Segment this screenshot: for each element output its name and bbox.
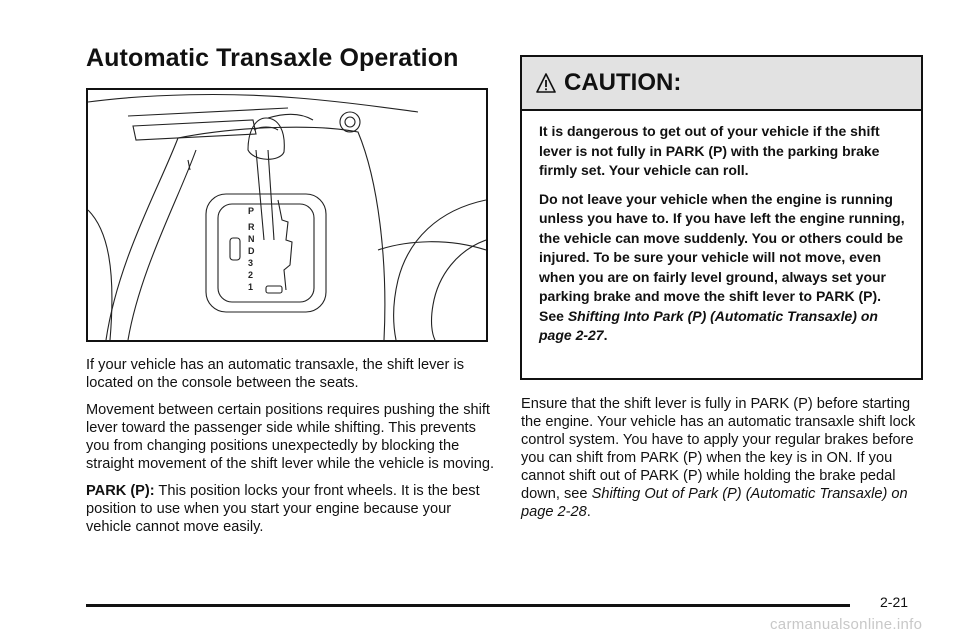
caution-title: CAUTION:: [564, 69, 682, 96]
shift-out-of-park-cross-reference[interactable]: Shifting Out of Park (P) (Automatic Transaxle) on page 2-28: [521, 486, 908, 520]
park-term: PARK (P):: [86, 483, 155, 499]
right-column: [521, 395, 931, 530]
gate-label-p: P: [248, 206, 255, 216]
caution-body: [522, 111, 921, 346]
park-description: This position locks your front wheels. It is the best position to use when you start your engine because your vehicle cannot move easily.: [86, 483, 480, 535]
page-number: 2-21: [880, 594, 909, 610]
caution-paragraph-1: It is dangerous to get out of your vehicle if the shift lever is not fully in PARK (P) with the parking brake firmly set. Your vehicle can roll.: [539, 123, 880, 178]
caution-paragraph-2-text: Do not leave your vehicle when the engine is running unless you have to. If you have left the engine running, the vehicle can move suddenly. You or others could be injured. To be sure your vehicle will not move, even when you are on fairly level ground, always set your parking brake and move the shift lever to PARK (P). See: [539, 190, 905, 324]
gate-label-3: 3: [248, 258, 254, 268]
left-column: [86, 356, 496, 545]
gate-label-2: 2: [248, 270, 254, 280]
caution-header: [522, 57, 921, 111]
shift-lock-text: Ensure that the shift lever is fully in PARK (P) before starting the engine. Your vehicle has an automatic transaxle shift lock control system. You have to apply your regular brakes before you can shift from PARK (P) when the key is in ON. If you cannot shift out of PARK (P) while holding the brake pedal down, see: [521, 396, 916, 502]
gate-label-r: R: [248, 222, 255, 232]
watermark: carmanualsonline.info: [770, 616, 923, 633]
caution-box: [520, 55, 923, 380]
page-title: Automatic Transaxle Operation: [86, 44, 459, 72]
paragraph-park: [86, 482, 496, 536]
shift-lever-figure: [86, 88, 488, 342]
paragraph-shift-lock: [521, 395, 931, 521]
caution-cross-reference[interactable]: Shifting Into Park (P) (Automatic Transaxle) on page 2-27: [539, 307, 878, 343]
shift-lock-text-end: .: [586, 504, 591, 520]
footer-rule: [86, 604, 850, 607]
caution-paragraph-2: [539, 190, 905, 346]
warning-triangle-icon: [536, 72, 556, 94]
gate-label-1: 1: [248, 282, 254, 292]
paragraph-shift-movement: Movement between certain positions requires pushing the shift lever toward the passenger side while shifting. This prevents you from changing positions unexpectedly by blocking the straight movement of the shift lever while the vehicle is moving.: [86, 402, 494, 472]
gate-label-n: N: [248, 234, 255, 244]
paragraph-shift-lever-location: If your vehicle has an automatic transaxle, the shift lever is located on the console between the seats.: [86, 357, 464, 391]
caution-paragraph-2-end: .: [603, 327, 608, 343]
shift-lever-illustration: [88, 90, 486, 340]
gate-label-d: D: [248, 246, 255, 256]
